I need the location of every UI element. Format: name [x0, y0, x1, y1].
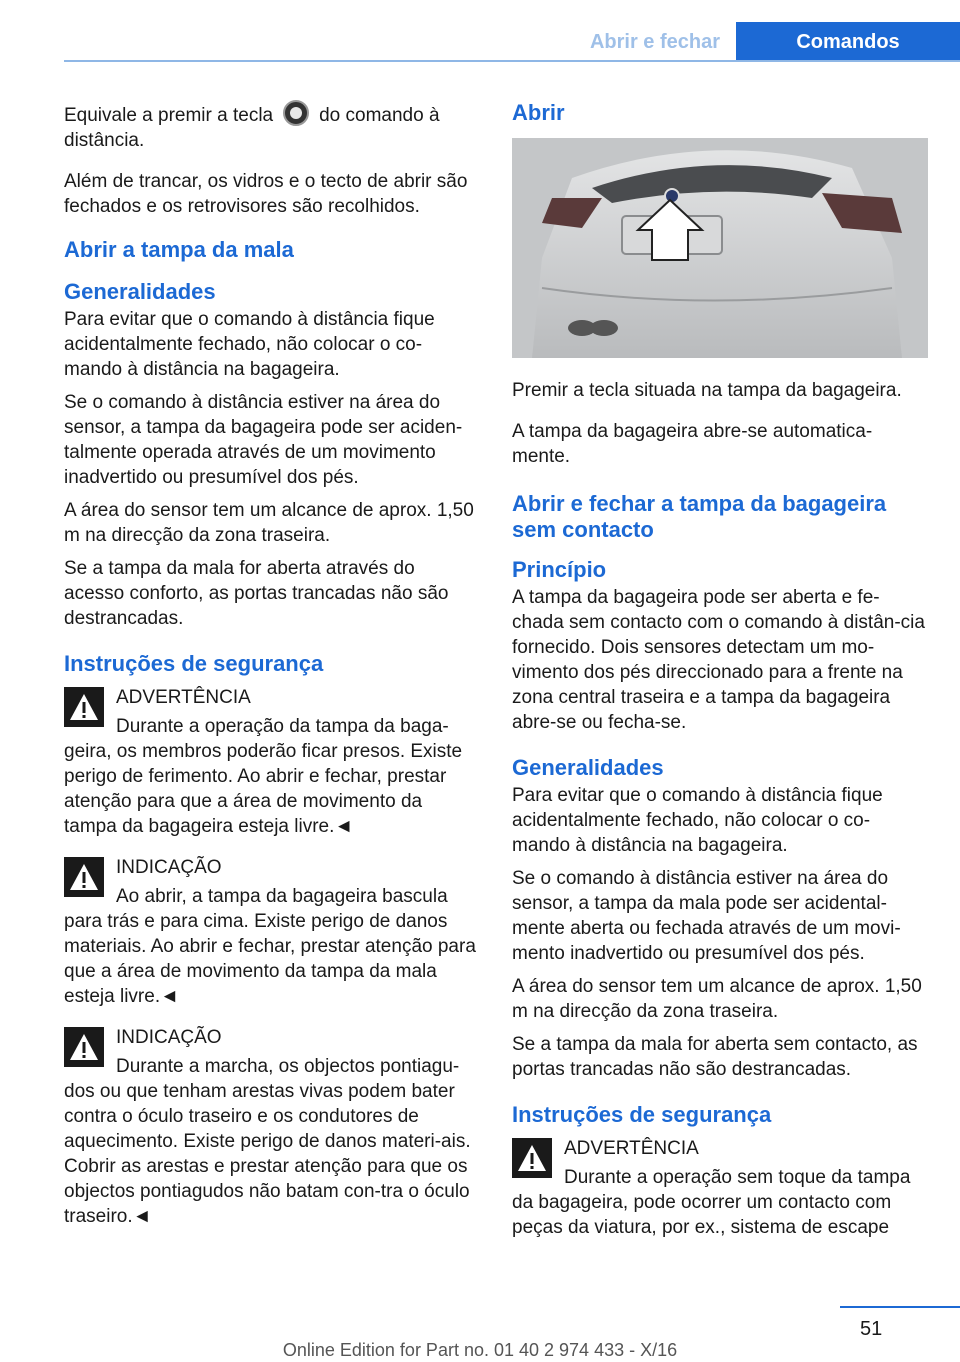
paragraph-general-4: Se a tampa da mala for aberta sem contacto, as portas trancadas não são destrancadas. — [512, 1034, 918, 1080]
paragraph-open-1: Premir a tecla situada na tampa da bagageira. — [512, 380, 902, 401]
warning-text: Durante a operação sem toque da tampa da bagageira, pode ocorrer um contacto com peças da viatura, por ex., sistema de escape — [512, 1167, 911, 1238]
paragraph-general-3: A área do sensor tem um alcance de aprox. 1,50 m na direcção da zona traseira. — [64, 500, 474, 546]
warning-triangle-icon — [64, 1027, 104, 1067]
header-chapter-tab[interactable]: Comandos — [736, 22, 960, 62]
heading-principle: Princípio — [512, 557, 607, 582]
warning-triangle-icon — [512, 1138, 552, 1178]
paragraph-key-equivalent — [64, 100, 480, 153]
paragraph-closing: Além de trancar, os vidros e o tecto de abrir são fechados e os retrovisores são recolhidos. — [64, 171, 468, 217]
warning-text: Durante a operação da tampa da baga-geira, os membros poderão ficar presos. Existe perigo de ferimento. Ao abrir e fechar, prestar atenção para que a área de movimento da tampa da bagageira esteja livre.◄ — [64, 716, 463, 837]
heading-contactless: Abrir e fechar a tampa da bagageira sem contacto — [512, 491, 887, 542]
notice-text: Ao abrir, a tampa da bagageira bascula para trás e para cima. Existe perigo de danos materiais. Ao abrir e fechar, prestar atenção para que a área de movimento da tampa da mala esteja livre.◄ — [64, 886, 476, 1007]
heading-safety: Instruções de segurança — [512, 1102, 772, 1127]
right-column — [512, 100, 928, 1256]
notice-label: INDICAÇÃO — [116, 1027, 222, 1048]
text-fragment: do comando à distância. — [64, 105, 440, 151]
paragraph-general-2: Se o comando à distância estiver na área do sensor, a tampa da bagageira pode ser aciden-talmente operada através de um movimento inadvertido ou presumível dos pés. — [64, 392, 463, 488]
warning-label: ADVERTÊNCIA — [116, 687, 251, 708]
warning-triangle-icon — [64, 857, 104, 897]
heading-open: Abrir — [512, 100, 565, 125]
heading-open-trunk: Abrir a tampa da mala — [64, 237, 294, 262]
notice-box — [64, 855, 480, 1009]
footer-rule — [840, 1306, 960, 1308]
paragraph-general-3: A área do sensor tem um alcance de aprox. 1,50 m na direcção da zona traseira. — [512, 976, 922, 1022]
header-rule — [64, 60, 960, 62]
paragraph-general-2: Se o comando à distância estiver na área do sensor, a tampa da mala pode ser acidental-mente aberta ou fechada através de um movi-mento inadvertido ou presumível dos pés. — [512, 868, 901, 964]
notice-text: Durante a marcha, os objectos pontiagu-dos ou que tenham arestas vivas podem bater contra o óculo traseiro e os condutores de aquecimento. Existe perigo de danos materi-ais. Cobrir as arestas e prestar atenção para que os objectos pontiagudos não batam con-tra o óculo traseiro.◄ — [64, 1056, 471, 1227]
paragraph-principle: A tampa da bagageira pode ser aberta e fe-chada sem contacto com o comando à distân-cia fornecido. Dois sensores detectam um mo-vimento dos pés direccionado para a frente na zona central traseira e a tampa da bagageira abre-se ou fecha-se. — [512, 587, 925, 733]
page-number: 51 — [860, 1318, 883, 1340]
heading-general: Generalidades — [512, 755, 664, 780]
left-column — [64, 100, 480, 1245]
heading-general: Generalidades — [64, 279, 216, 304]
notice-label: INDICAÇÃO — [116, 857, 222, 878]
paragraph-open-2: A tampa da bagageira abre-se automatica-mente. — [512, 421, 873, 467]
paragraph-general-1: Para evitar que o comando à distância fique acidentalmente fechado, não colocar o co-mando à distância na bagageira. — [64, 309, 435, 380]
heading-safety: Instruções de segurança — [64, 651, 324, 676]
warning-box — [512, 1136, 928, 1240]
warning-box — [64, 685, 480, 839]
warning-label: ADVERTÊNCIA — [564, 1138, 699, 1159]
remote-lock-icon — [283, 100, 309, 126]
notice-box — [64, 1025, 480, 1229]
text-fragment: Equivale a premir a tecla — [64, 105, 274, 126]
car-trunk-photo — [512, 138, 928, 358]
paragraph-general-1: Para evitar que o comando à distância fique acidentalmente fechado, não colocar o co-mando à distância na bagageira. — [512, 785, 883, 856]
header-section-tab[interactable]: Abrir e fechar — [589, 31, 721, 53]
page-header — [0, 0, 960, 62]
paragraph-general-4: Se a tampa da mala for aberta através do acesso conforto, as portas trancadas não são destrancadas. — [64, 558, 449, 629]
footer-edition: Online Edition for Part no. 01 40 2 974 433 - X/16 — [282, 1340, 678, 1360]
warning-triangle-icon — [64, 687, 104, 727]
